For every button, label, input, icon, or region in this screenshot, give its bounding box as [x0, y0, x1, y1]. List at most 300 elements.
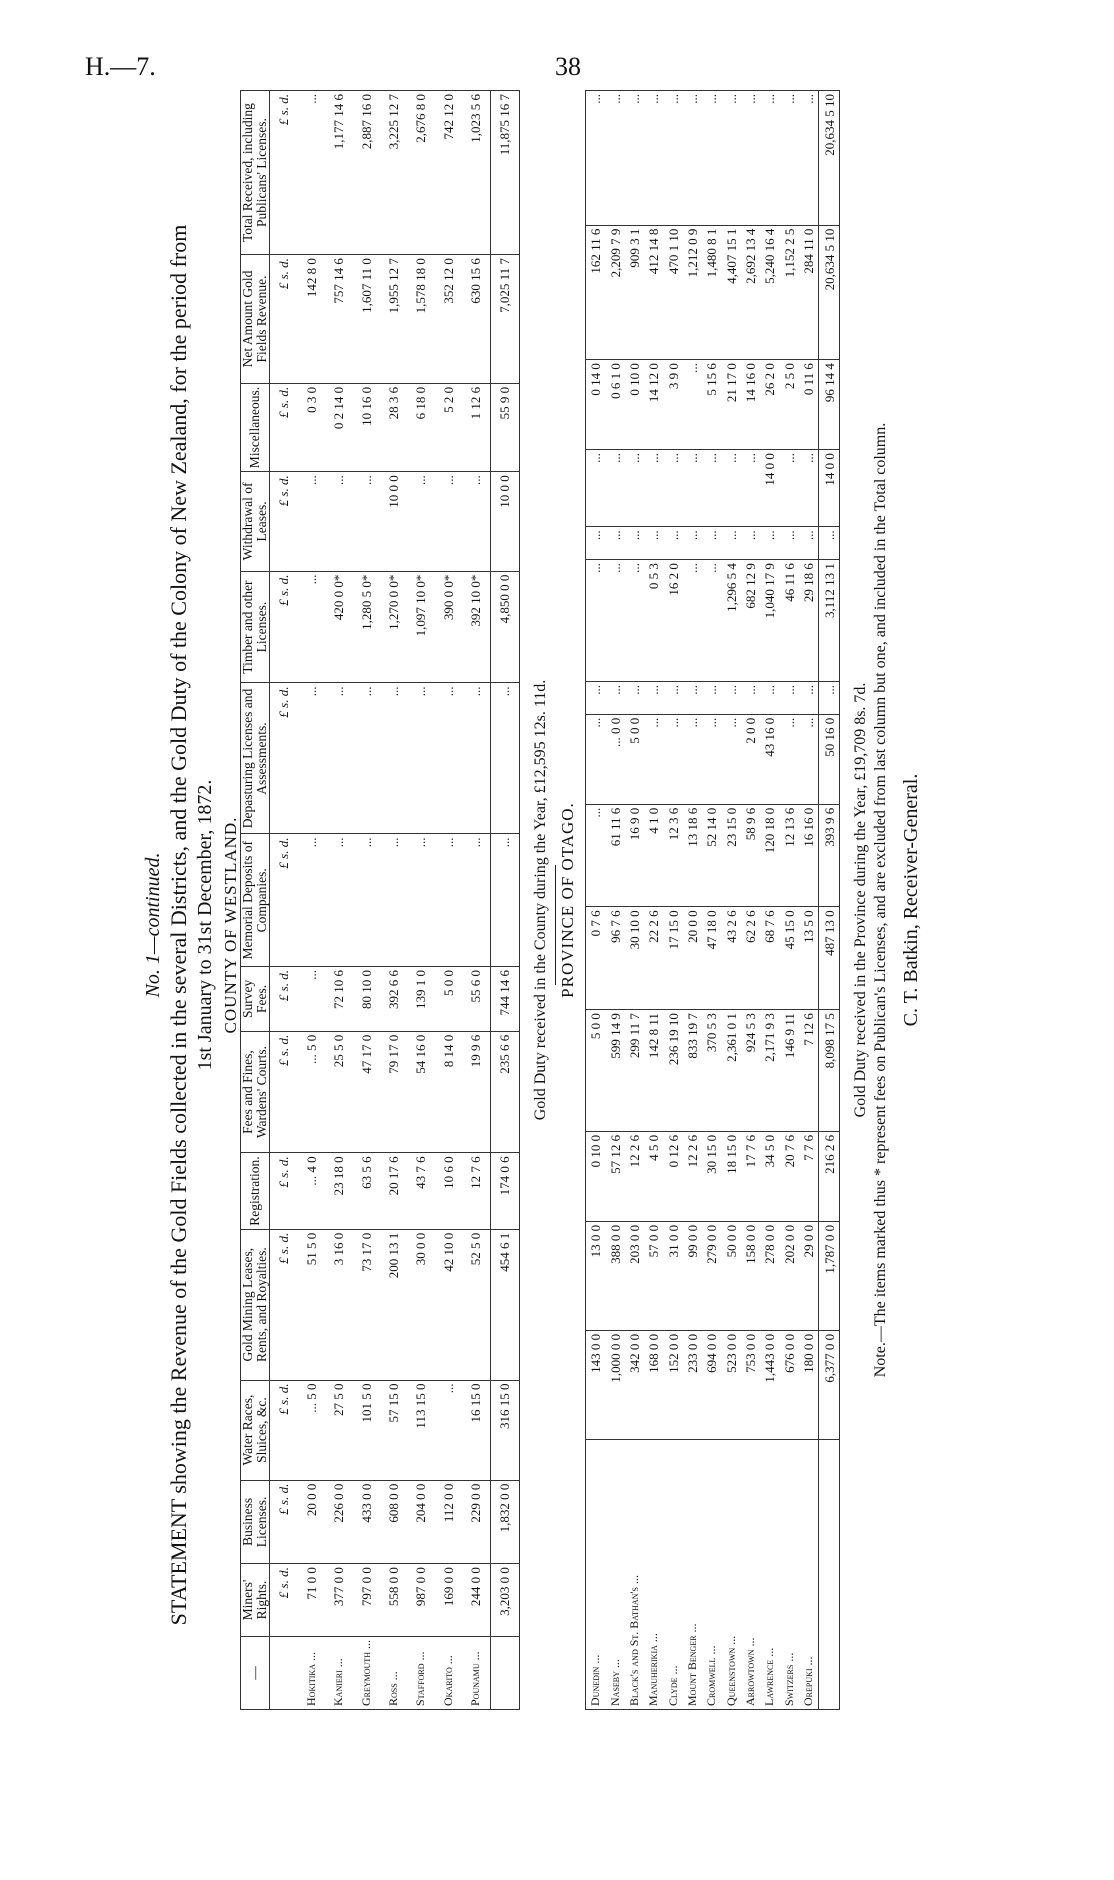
value-cell: 101 5 0 — [353, 1380, 380, 1480]
value-cell: 12 7 6 — [462, 1153, 490, 1229]
value-cell: ... — [683, 450, 702, 527]
value-cell: 168 0 0 — [644, 1330, 663, 1439]
section-divider — [555, 865, 556, 985]
value-cell: ... — [799, 714, 819, 804]
value-cell: ... — [605, 450, 624, 527]
value-cell: ... — [625, 527, 644, 560]
value-cell: £ s. d. — [270, 91, 298, 255]
value-cell: 31 0 0 — [663, 1221, 682, 1330]
value-cell: ... — [799, 681, 819, 714]
value-cell: ... — [586, 714, 606, 804]
value-cell: ... — [683, 560, 702, 682]
value-cell: 12 2 6 — [683, 1131, 702, 1221]
units-row — [270, 91, 298, 1710]
value-cell: £ s. d. — [270, 967, 298, 1032]
table-row — [435, 91, 462, 1710]
rotated-statement — [140, 75, 1090, 1775]
value-cell: 909 3 1 — [625, 225, 644, 360]
value-cell: ... — [799, 527, 819, 560]
value-cell: ... — [721, 527, 740, 560]
value-cell: 12 2 6 — [625, 1131, 644, 1221]
footnote: Note.—The items marked thus * represent fees on Publican's Licenses, and are excluded from last column but one, and included in the Total column. — [872, 422, 889, 1378]
value-cell: ... — [462, 472, 490, 571]
value-cell: 388 0 0 — [605, 1221, 624, 1330]
value-cell: ... — [586, 681, 606, 714]
value-cell: 1,578 18 0 — [407, 255, 434, 384]
value-cell: 558 0 0 — [380, 1564, 407, 1637]
value-cell: 0 5 3 — [644, 560, 663, 682]
value-cell: 0 3 0 — [298, 383, 325, 471]
caption-block — [140, 75, 244, 1775]
value-cell: ... — [799, 450, 819, 527]
value-cell: ... — [760, 91, 779, 226]
value-cell: 987 0 0 — [407, 1564, 434, 1637]
value-cell: 57 15 0 — [380, 1380, 407, 1480]
value-cell: ... — [760, 681, 779, 714]
value-cell: 158 0 0 — [741, 1221, 760, 1330]
value-cell: 180 0 0 — [799, 1330, 819, 1439]
value-cell: 63 5 6 — [353, 1153, 380, 1229]
value-cell: ... — [683, 714, 702, 804]
value-cell: 142 8 0 — [298, 255, 325, 384]
county-title: COUNTY OF WESTLAND. — [221, 816, 240, 1034]
value-cell: 1,270 0 0* — [380, 571, 407, 683]
district-cell: Queenstown ... — [721, 1439, 740, 1709]
value-cell: 392 6 6 — [380, 967, 407, 1032]
district-cell: Greymouth ... — [353, 1637, 380, 1710]
value-cell: 1,296 5 4 — [721, 560, 740, 682]
signature: C. T. Batkin, Receiver-General. — [900, 773, 922, 1027]
value-cell: 0 14 0 — [586, 360, 606, 450]
column-header: Gold Mining Leases, Rents, and Royalties. — [241, 1229, 270, 1380]
value-cell: 202 0 0 — [779, 1221, 798, 1330]
value-cell: 1,607 11 0 — [353, 255, 380, 384]
value-cell: ... — [407, 472, 434, 571]
value-cell: 8 14 0 — [435, 1031, 462, 1153]
value-cell: ... — [663, 450, 682, 527]
value-cell: 20,634 5 10 — [819, 225, 840, 360]
value-cell: 1,280 5 0* — [353, 571, 380, 683]
value-cell: £ s. d. — [270, 571, 298, 683]
value-cell: 143 0 0 — [586, 1330, 606, 1439]
value-cell: 99 0 0 — [683, 1221, 702, 1330]
value-cell: 1,443 0 0 — [760, 1330, 779, 1439]
value-cell: 393 9 6 — [819, 804, 840, 907]
value-cell: 30 10 0 — [625, 907, 644, 1010]
table-row — [605, 91, 624, 1710]
value-cell: 5 0 0 — [625, 714, 644, 804]
column-header: Survey Fees. — [241, 967, 270, 1032]
value-cell: 2,676 8 0 — [407, 91, 434, 255]
value-cell: 229 0 0 — [462, 1480, 490, 1564]
value-cell: 0 12 6 — [663, 1131, 682, 1221]
value-cell: 1,023 5 6 — [462, 91, 490, 255]
value-cell: 0 6 1 0 — [605, 360, 624, 450]
table-row — [407, 91, 434, 1710]
table-row — [298, 91, 325, 1710]
value-cell: ... — [586, 527, 606, 560]
district-cell: Switzers ... — [779, 1439, 798, 1709]
value-cell: 55 6 0 — [462, 967, 490, 1032]
value-cell: 1 12 6 — [462, 383, 490, 471]
value-cell: 46 11 6 — [779, 560, 798, 682]
value-cell: 174 0 6 — [490, 1153, 519, 1229]
province-gold-duty: Gold Duty received in the Province during the Year, £19,709 8s. 7d. — [852, 682, 869, 1118]
district-cell: Pounamu ... — [462, 1637, 490, 1710]
value-cell: 17 15 0 — [663, 907, 682, 1010]
value-cell: 523 0 0 — [721, 1330, 740, 1439]
statement-title: STATEMENT showing the Revenue of the Gold Fields collected in the several Districts, and the Gold Duty of the Colony of New Zealand, for the period from — [166, 224, 191, 1626]
value-cell: ... — [586, 450, 606, 527]
value-cell: ... — [490, 834, 519, 967]
value-cell: ... — [462, 834, 490, 967]
column-header: Fees and Fines, Wardens' Courts. — [241, 1031, 270, 1153]
value-cell: ... — [779, 450, 798, 527]
value-cell: 16 15 0 — [462, 1380, 490, 1480]
column-header: Business Licenses. — [241, 1480, 270, 1564]
value-cell: ... — [298, 834, 325, 967]
value-cell: 47 17 0 — [353, 1031, 380, 1153]
column-header: Water Races, Sluices, &c. — [241, 1380, 270, 1480]
value-cell: 71 0 0 — [298, 1564, 325, 1637]
value-cell: 1,177 14 6 — [325, 91, 352, 255]
value-cell: ... — [325, 472, 352, 571]
value-cell: 352 12 0 — [435, 255, 462, 384]
table-row — [683, 91, 702, 1710]
value-cell: ... — [779, 681, 798, 714]
value-cell: 5 15 6 — [702, 360, 721, 450]
value-cell: 0 10 0 — [625, 360, 644, 450]
value-cell: 96 14 4 — [819, 360, 840, 450]
value-cell: ... — [435, 472, 462, 571]
value-cell: 797 0 0 — [353, 1564, 380, 1637]
column-header: Registration. — [241, 1153, 270, 1229]
value-cell: 30 0 0 — [407, 1229, 434, 1380]
table-row — [721, 91, 740, 1710]
value-cell: 236 19 10 — [663, 1010, 682, 1132]
value-cell: 7 12 6 — [799, 1010, 819, 1132]
value-cell: ... — [586, 91, 606, 226]
value-cell: 2 0 0 — [741, 714, 760, 804]
value-cell: ... — [298, 967, 325, 1032]
value-cell: ... — [644, 91, 663, 226]
value-cell: ... — [298, 683, 325, 834]
value-cell: 10 16 0 — [353, 383, 380, 471]
value-cell: ... — [353, 834, 380, 967]
table-row — [702, 91, 721, 1710]
value-cell: ... — [702, 560, 721, 682]
value-cell: 204 0 0 — [407, 1480, 434, 1564]
value-cell: 1,097 10 0* — [407, 571, 434, 683]
value-cell: 392 10 0* — [462, 571, 490, 683]
value-cell: 20 7 6 — [779, 1131, 798, 1221]
table-row — [779, 91, 798, 1710]
value-cell: 1,152 2 5 — [779, 225, 798, 360]
value-cell: 14 12 0 — [644, 360, 663, 450]
column-header: Miners' Rights. — [241, 1564, 270, 1637]
otago-revenue-table — [585, 90, 840, 1710]
district-cell: Kanieri ... — [325, 1637, 352, 1710]
value-cell: 62 2 6 — [741, 907, 760, 1010]
value-cell: 43 2 6 — [721, 907, 740, 1010]
otago-body — [586, 91, 840, 1710]
value-cell: ... 5 0 — [298, 1380, 325, 1480]
district-cell: Lawrence ... — [760, 1439, 779, 1709]
value-cell: 10 0 0 — [490, 472, 519, 571]
table-row — [625, 91, 644, 1710]
district-cell: Hokitika ... — [298, 1637, 325, 1710]
value-cell: 676 0 0 — [779, 1330, 798, 1439]
value-cell: ... — [779, 527, 798, 560]
value-cell: 120 18 0 — [760, 804, 779, 907]
value-cell: 142 8 11 — [644, 1010, 663, 1132]
total-row — [819, 91, 840, 1710]
value-cell: 0 7 6 — [586, 907, 606, 1010]
value-cell: ... — [435, 834, 462, 967]
value-cell: 3 16 0 — [325, 1229, 352, 1380]
value-cell: ... — [683, 681, 702, 714]
value-cell: 23 18 0 — [325, 1153, 352, 1229]
value-cell: 0 2 14 0 — [325, 383, 352, 471]
value-cell: 10 0 0 — [380, 472, 407, 571]
page-reference: H.—7. — [85, 52, 156, 81]
table-row — [741, 91, 760, 1710]
value-cell: 316 15 0 — [490, 1380, 519, 1480]
value-cell: 96 7 6 — [605, 907, 624, 1010]
value-cell: 30 15 0 — [702, 1131, 721, 1221]
value-cell: 454 6 1 — [490, 1229, 519, 1380]
value-cell: ... — [799, 91, 819, 226]
district-cell: Dunedin ... — [586, 1439, 606, 1709]
value-cell: ... — [702, 91, 721, 226]
total-row — [490, 91, 519, 1710]
value-cell: 5 0 0 — [435, 967, 462, 1032]
value-cell: ... — [760, 527, 779, 560]
district-cell: Okarito ... — [435, 1637, 462, 1710]
value-cell: 7 7 6 — [799, 1131, 819, 1221]
value-cell: 58 9 6 — [741, 804, 760, 907]
value-cell: ... — [663, 681, 682, 714]
value-cell: 1,212 0 9 — [683, 225, 702, 360]
value-cell: £ s. d. — [270, 1480, 298, 1564]
westland-body — [270, 91, 520, 1710]
value-cell: £ s. d. — [270, 1564, 298, 1637]
value-cell: ... 5 0 — [298, 1031, 325, 1153]
value-cell: 2 5 0 — [779, 360, 798, 450]
value-cell: 26 2 0 — [760, 360, 779, 450]
value-cell: ... — [435, 683, 462, 834]
value-cell: 3 9 0 — [663, 360, 682, 450]
value-cell: 34 5 0 — [760, 1131, 779, 1221]
column-header: Depasturing Licenses and Assessments. — [241, 683, 270, 834]
value-cell: 1,000 0 0 — [605, 1330, 624, 1439]
value-cell: 68 7 6 — [760, 907, 779, 1010]
value-cell: ... — [490, 683, 519, 834]
value-cell: 487 13 0 — [819, 907, 840, 1010]
district-cell: Cromwell ... — [702, 1439, 721, 1709]
value-cell: ... — [702, 714, 721, 804]
value-cell: £ s. d. — [270, 1229, 298, 1380]
value-cell: 20 0 0 — [683, 907, 702, 1010]
value-cell: 20 0 0 — [298, 1480, 325, 1564]
value-cell: 162 11 6 — [586, 225, 606, 360]
district-cell — [490, 1637, 519, 1710]
value-cell: 630 15 6 — [462, 255, 490, 384]
continued-label: No. 1—continued. — [142, 852, 164, 998]
value-cell: 43 16 0 — [760, 714, 779, 804]
value-cell: 6 18 0 — [407, 383, 434, 471]
value-cell: 42 10 0 — [435, 1229, 462, 1380]
value-cell: 16 16 0 — [799, 804, 819, 907]
value-cell: 16 9 0 — [625, 804, 644, 907]
table-row — [353, 91, 380, 1710]
value-cell: 8,098 17 5 — [819, 1010, 840, 1132]
value-cell: 2,887 16 0 — [353, 91, 380, 255]
value-cell: ... — [663, 714, 682, 804]
value-cell: ... — [605, 681, 624, 714]
value-cell: 342 0 0 — [625, 1330, 644, 1439]
value-cell: 742 12 0 — [435, 91, 462, 255]
value-cell: 757 14 6 — [325, 255, 352, 384]
value-cell: 279 0 0 — [702, 1221, 721, 1330]
value-cell: 4 1 0 — [644, 804, 663, 907]
value-cell: 113 15 0 — [407, 1380, 434, 1480]
value-cell: 22 2 6 — [644, 907, 663, 1010]
value-cell: 744 14 6 — [490, 967, 519, 1032]
value-cell: 3,225 12 7 — [380, 91, 407, 255]
value-cell: 1,040 17 9 — [760, 560, 779, 682]
value-cell: 433 0 0 — [353, 1480, 380, 1564]
value-cell: 21 17 0 — [721, 360, 740, 450]
value-cell: 80 10 0 — [353, 967, 380, 1032]
value-cell: 29 18 6 — [799, 560, 819, 682]
value-cell: ... — [721, 91, 740, 226]
value-cell: 43 7 6 — [407, 1153, 434, 1229]
westland-table-wrap — [240, 90, 520, 1710]
value-cell: ... — [353, 683, 380, 834]
value-cell: ... — [605, 91, 624, 226]
value-cell: ... — [721, 681, 740, 714]
value-cell: ... — [741, 450, 760, 527]
value-cell: ... — [779, 714, 798, 804]
value-cell: 61 11 6 — [605, 804, 624, 907]
value-cell: 694 0 0 — [702, 1330, 721, 1439]
value-cell: ... — [644, 714, 663, 804]
value-cell: £ s. d. — [270, 1380, 298, 1480]
district-cell: Manuherikia ... — [644, 1439, 663, 1709]
table-row — [325, 91, 352, 1710]
value-cell: 599 14 9 — [605, 1010, 624, 1132]
value-cell: 52 5 0 — [462, 1229, 490, 1380]
value-cell: ... — [644, 681, 663, 714]
value-cell: 12 13 6 — [779, 804, 798, 907]
value-cell: ... — [625, 560, 644, 682]
value-cell: ... 4 0 — [298, 1153, 325, 1229]
value-cell: ... — [644, 527, 663, 560]
value-cell: 2,209 7 9 — [605, 225, 624, 360]
westland-revenue-table — [240, 90, 520, 1710]
district-cell — [819, 1439, 840, 1709]
value-cell: 412 14 8 — [644, 225, 663, 360]
value-cell: 152 0 0 — [663, 1330, 682, 1439]
value-cell: 6,377 0 0 — [819, 1330, 840, 1439]
column-header: Miscellaneous. — [241, 383, 270, 471]
value-cell: 299 11 7 — [625, 1010, 644, 1132]
district-cell: Ross ... — [380, 1637, 407, 1710]
district-cell: Mount Benger ... — [683, 1439, 702, 1709]
value-cell: 682 12 9 — [741, 560, 760, 682]
column-header: Timber and other Licenses. — [241, 571, 270, 683]
value-cell: 216 2 6 — [819, 1131, 840, 1221]
value-cell: ... — [625, 681, 644, 714]
value-cell: 112 0 0 — [435, 1480, 462, 1564]
value-cell: 278 0 0 — [760, 1221, 779, 1330]
value-cell: 27 5 0 — [325, 1380, 352, 1480]
value-cell: 470 1 10 — [663, 225, 682, 360]
value-cell: ... — [407, 683, 434, 834]
district-cell: Naseby ... — [605, 1439, 624, 1709]
value-cell: 14 16 0 — [741, 360, 760, 450]
value-cell: 5 0 0 — [586, 1010, 606, 1132]
column-header: Net Amount Gold Fields Revenue. — [241, 255, 270, 384]
value-cell: 203 0 0 — [625, 1221, 644, 1330]
value-cell: 57 12 6 — [605, 1131, 624, 1221]
value-cell: 235 6 6 — [490, 1031, 519, 1153]
value-cell: 12 3 6 — [663, 804, 682, 907]
value-cell: 47 18 0 — [702, 907, 721, 1010]
value-cell: ... — [298, 91, 325, 255]
value-cell: 420 0 0* — [325, 571, 352, 683]
value-cell: 11,875 16 7 — [490, 91, 519, 255]
value-cell: ... — [298, 571, 325, 683]
column-header: Withdrawal of Leases. — [241, 472, 270, 571]
value-cell: 19 9 6 — [462, 1031, 490, 1153]
value-cell: 4,407 15 1 — [721, 225, 740, 360]
value-cell: 17 7 6 — [741, 1131, 760, 1221]
value-cell: 233 0 0 — [683, 1330, 702, 1439]
value-cell: 73 17 0 — [353, 1229, 380, 1380]
value-cell: ... — [644, 450, 663, 527]
table-row — [380, 91, 407, 1710]
value-cell: 14 0 0 — [819, 450, 840, 527]
value-cell: ... — [325, 683, 352, 834]
value-cell: 169 0 0 — [435, 1564, 462, 1637]
value-cell: ... — [721, 450, 740, 527]
value-cell: 25 5 0 — [325, 1031, 352, 1153]
value-cell: 29 0 0 — [799, 1221, 819, 1330]
value-cell: ... — [741, 527, 760, 560]
value-cell: £ s. d. — [270, 1153, 298, 1229]
value-cell: 13 18 6 — [683, 804, 702, 907]
value-cell: 3,203 0 0 — [490, 1564, 519, 1637]
value-cell: £ s. d. — [270, 683, 298, 834]
value-cell: ... — [702, 681, 721, 714]
value-cell: ... — [663, 91, 682, 226]
value-cell: ... — [683, 360, 702, 450]
value-cell: 3,112 13 1 — [819, 560, 840, 682]
value-cell: ... — [325, 834, 352, 967]
value-cell: ... — [779, 91, 798, 226]
value-cell: 244 0 0 — [462, 1564, 490, 1637]
province-title: PROVINCE OF OTAGO. — [558, 802, 577, 998]
column-header: Total Received, including Publicans' Licenses. — [241, 91, 270, 255]
value-cell: 23 15 0 — [721, 804, 740, 907]
value-cell: ... — [586, 804, 606, 907]
value-cell: 2,692 13 4 — [741, 225, 760, 360]
value-cell: 57 0 0 — [644, 1221, 663, 1330]
value-cell: 5 2 0 — [435, 383, 462, 471]
value-cell: 7,025 11 7 — [490, 255, 519, 384]
